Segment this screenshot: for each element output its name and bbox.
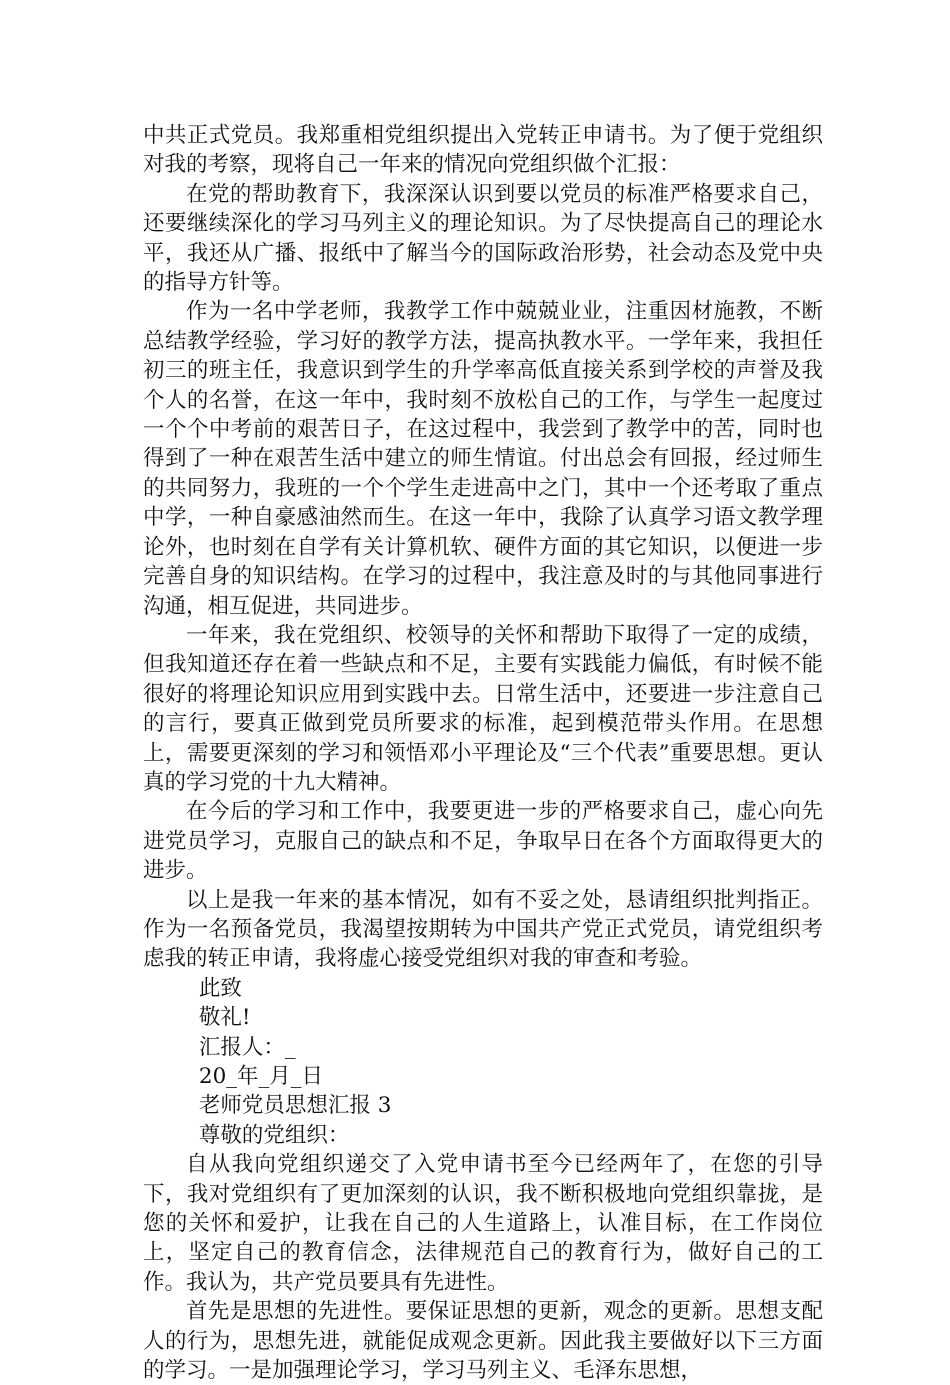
paragraph-application: 自从我向党组织递交了入党申请书至今已经两年了，在您的引导下，我对党组织有了更加深刻的认识，我不断积极地向党组织靠拢，是您的关怀和爱护，让我在自己的人生道路上，认准目标，在工作岗位上，坚定自己的教育信念，法律规范自己的教育行为，做好自己的工作。我认为，共产党员要具有先进性。 <box>143 1152 823 1295</box>
closing-salute: 敬礼! <box>198 1005 251 1031</box>
paragraph-thought: 首先是思想的先进性。要保证思想的更新，观念的更新。思想支配人的行为，思想先进，就能促成观念更新。因此我主要做好以下三方面的学习。一是加强理论学习，学习马列主义、毛泽东思想， <box>143 1299 823 1384</box>
closing-greeting: 此致 <box>198 975 242 1001</box>
section-title: 老师党员思想汇报 3 <box>198 1093 392 1119</box>
paragraph-shortcomings: 一年来，我在党组织、校领导的关怀和帮助下取得了一定的成绩，但我知道还存在着一些缺点和不足，主要有实践能力偏低，有时候不能很好的将理论知识应用到实践中去。日常生活中，还要进一步注意自己的言行，要真正做到党员所要求的标准，起到模范带头作用。在思想上，需要更深刻的学习和领悟邓小平理论及“三个代表”重要思想。更认真的学习党的十九大精神。 <box>143 622 823 795</box>
date-line: 20_年_月_日 <box>198 1064 323 1089</box>
salutation: 尊敬的党组织： <box>198 1122 350 1148</box>
paragraph-intro: 中共正式党员。我郑重相党组织提出入党转正申请书。为了便于党组织对我的考察，现将自己一年来的情况向党组织做个汇报： <box>143 123 823 178</box>
document-body <box>143 121 823 1385</box>
reporter-line: 汇报人：_ <box>198 1034 296 1060</box>
paragraph-summary: 以上是我一年来的基本情况，如有不妥之处，恳请组织批判指正。作为一名预备党员，我渴望按期转为中国共产党正式党员，请党组织考虑我的转正申请，我将虚心接受党组织对我的审查和考验。 <box>143 887 823 972</box>
paragraph-study: 在党的帮助教育下，我深深认识到要以党员的标准严格要求自己，还要继续深化的学习马列主义的理论知识。为了尽快提高自己的理论水平，我还从广播、报纸中了解当今的国际政治形势，社会动态及党中央的指导方针等。 <box>143 181 823 296</box>
paragraph-future: 在今后的学习和工作中，我要更进一步的严格要求自己，虚心向先进党员学习，克服自己的缺点和不足，争取早日在各个方面取得更大的进步。 <box>143 799 823 884</box>
paragraph-teaching: 作为一名中学老师，我教学工作中兢兢业业，注重因材施教，不断总结教学经验，学习好的教学方法，提高执教水平。一学年来，我担任初三的班主任，我意识到学生的升学率高低直接关系到学校的声誉及我个人的名誉，在这一年中，我时刻不放松自己的工作，与学生一起度过一个个中考前的艰苦日子，在这过程中，我尝到了教学中的苦，同时也得到了一种在艰苦生活中建立的师生情谊。付出总会有回报，经过师生的共同努力，我班的一个个学生走进高中之门，其中一个还考取了重点中学，一种自豪感油然而生。在这一年中，我除了认真学习语文教学理论外，也时刻在自学有关计算机软、硬件方面的其它知识，以便进一步完善自身的知识结构。在学习的过程中，我注意及时的与其他同事进行沟通，相互促进，共同进步。 <box>143 299 823 619</box>
